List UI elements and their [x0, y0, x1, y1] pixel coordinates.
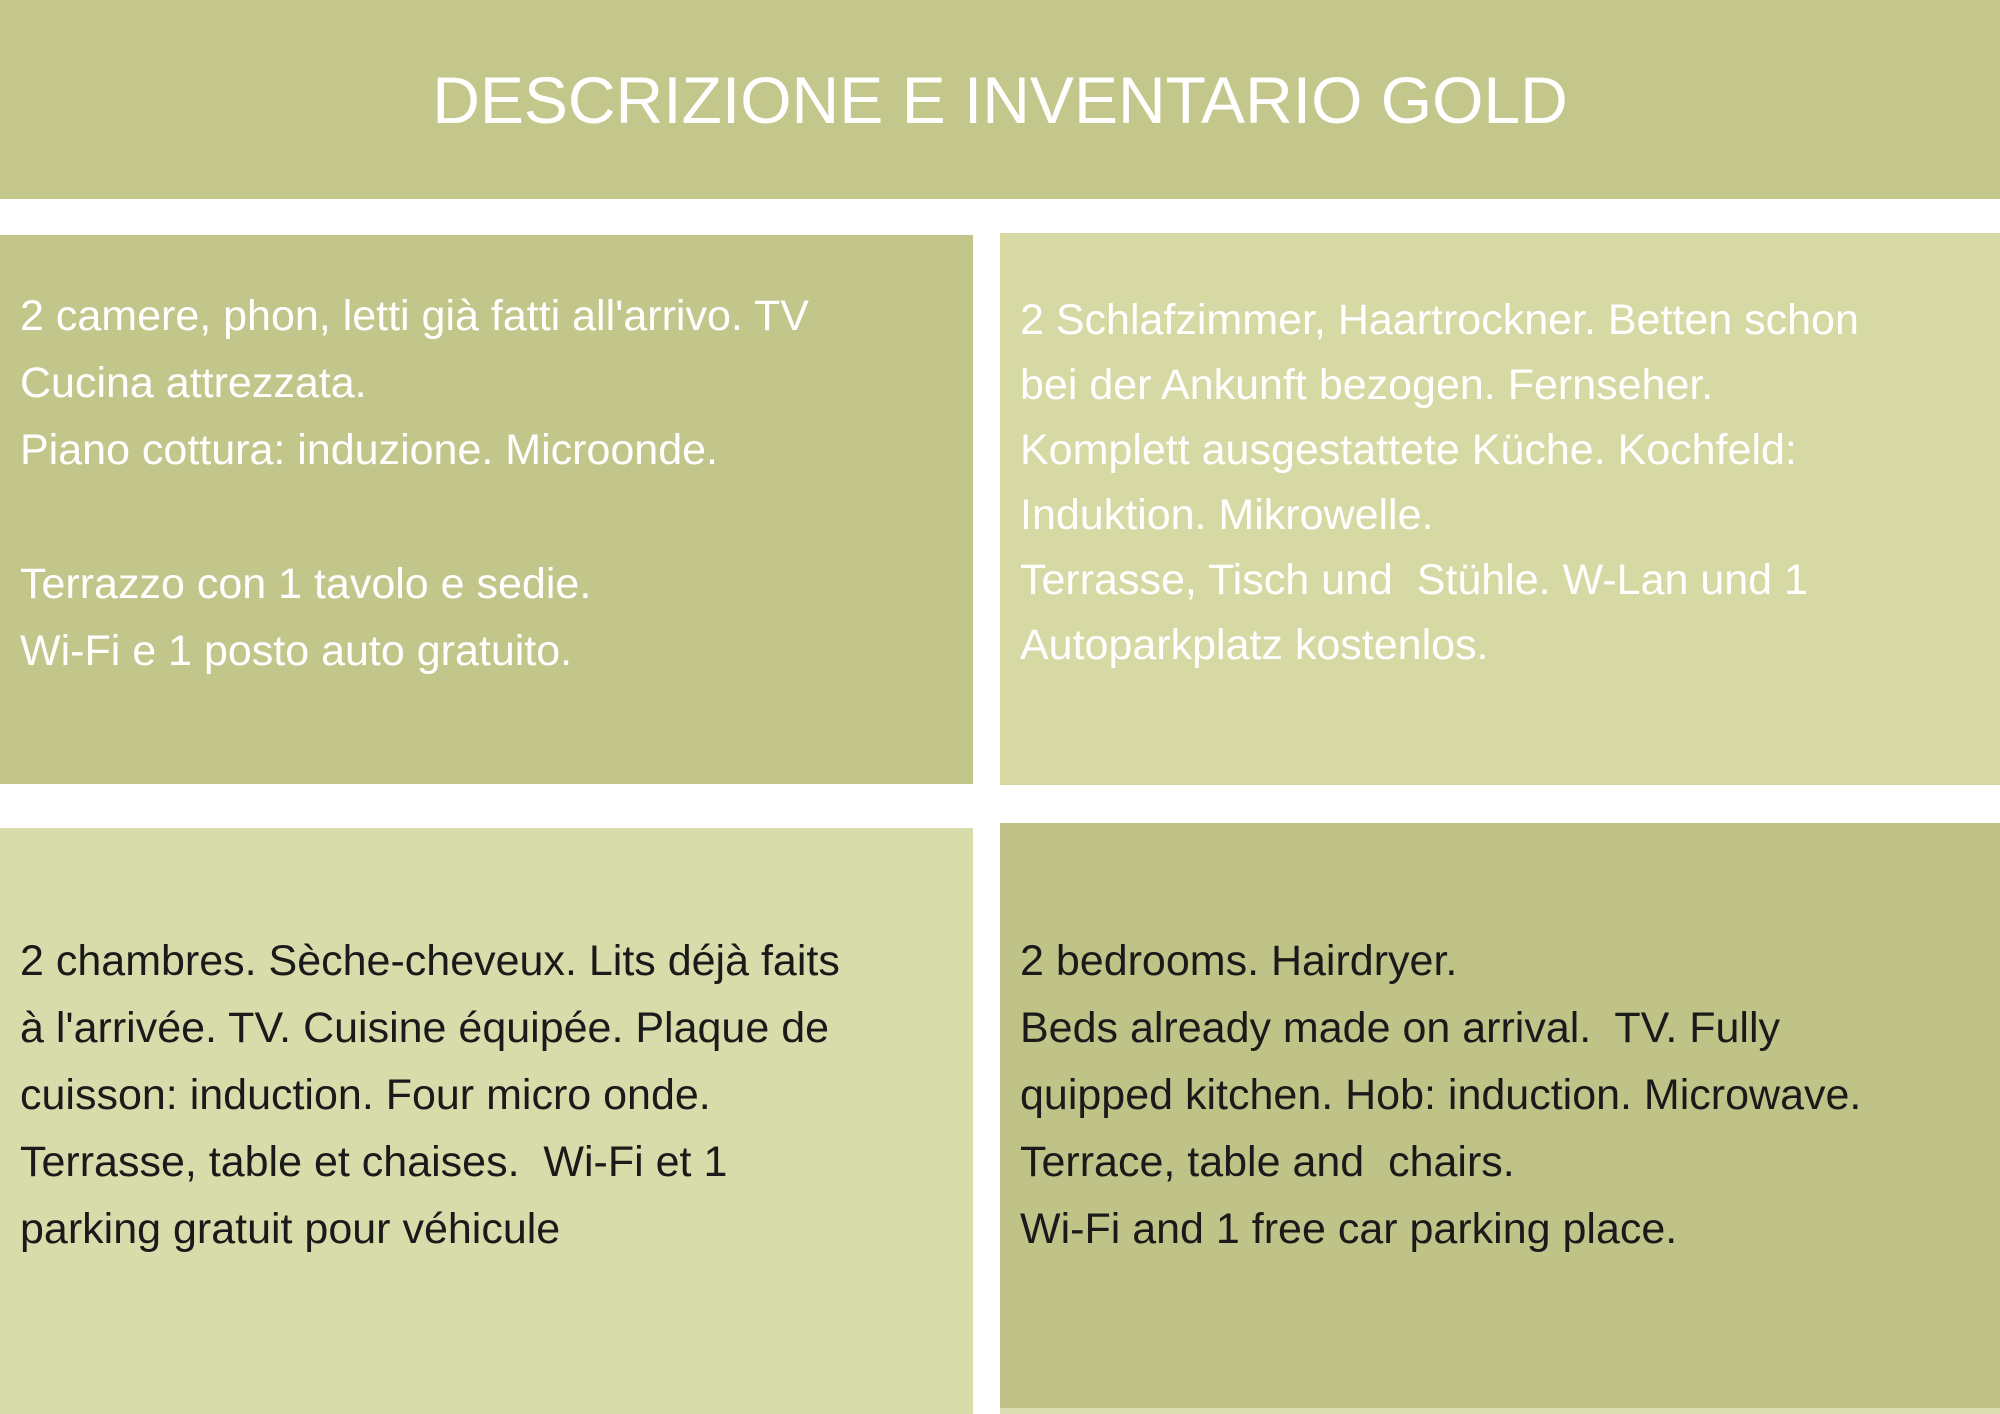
- text-line: Wi-Fi and 1 free car parking place.: [1020, 1205, 1678, 1253]
- text-line: Terrasse, table et chaises. Wi-Fi et 1: [20, 1138, 728, 1186]
- title-banner: [0, 0, 2000, 199]
- german-description-text: [1000, 288, 2000, 678]
- english-description-text: [1000, 928, 2000, 1263]
- text-line: cuisson: induction. Four micro onde.: [20, 1071, 711, 1119]
- text-line: Wi-Fi e 1 posto auto gratuito.: [20, 627, 573, 675]
- text-line: Autoparkplatz kostenlos.: [1020, 621, 1489, 669]
- page-title: DESCRIZIONE E INVENTARIO GOLD: [432, 62, 1568, 137]
- text-line: bei der Ankunft bezogen. Fernseher.: [1020, 361, 1714, 409]
- text-line: 2 Schlafzimmer, Haartrockner. Betten schon: [1020, 296, 1859, 344]
- text-line: Cucina attrezzata.: [20, 359, 367, 407]
- text-line: Terrasse, Tisch und Stühle. W-Lan und 1: [1020, 556, 1808, 604]
- panel-italian: [0, 235, 973, 784]
- text-line: 2 bedrooms. Hairdryer.: [1020, 937, 1458, 985]
- text-line: 2 camere, phon, letti già fatti all'arrivo. TV: [20, 292, 809, 340]
- panel-german: [1000, 233, 2000, 785]
- text-line: à l'arrivée. TV. Cuisine équipée. Plaque de: [20, 1004, 830, 1052]
- text-line: Komplett ausgestattete Küche. Kochfeld:: [1020, 426, 1797, 474]
- text-line: parking gratuit pour véhicule: [20, 1205, 561, 1253]
- panel-french: [0, 828, 973, 1414]
- text-line: Terrace, table and chairs.: [1020, 1138, 1515, 1186]
- french-description-text: [0, 928, 973, 1263]
- italian-description-text: [0, 283, 973, 685]
- panel-english: [1000, 823, 2000, 1408]
- text-line: 2 chambres. Sèche-cheveux. Lits déjà faits: [20, 937, 840, 985]
- text-line: Piano cottura: induzione. Microonde.: [20, 426, 718, 474]
- text-line: [20, 484, 959, 551]
- text-line: quipped kitchen. Hob: induction. Microwave.: [1020, 1071, 1862, 1119]
- next-section-sliver: [1000, 1408, 2000, 1414]
- text-line: Beds already made on arrival. TV. Fully: [1020, 1004, 1781, 1052]
- text-line: Terrazzo con 1 tavolo e sedie.: [20, 560, 592, 608]
- text-line: Induktion. Mikrowelle.: [1020, 491, 1434, 539]
